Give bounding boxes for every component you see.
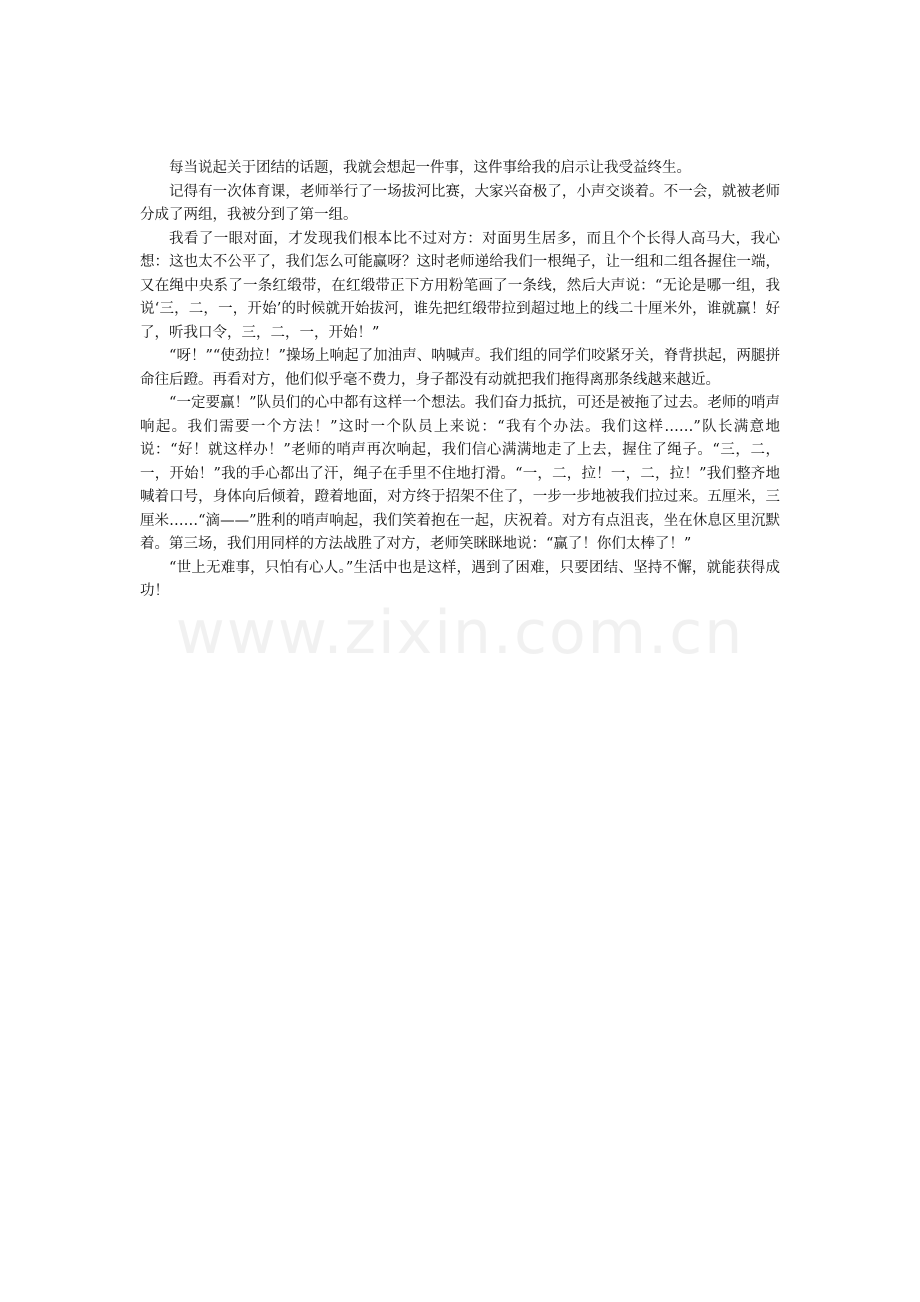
site-watermark: www.zixin.com.cn [175,598,745,668]
paragraph-5: “一定要赢！”队员们的心中都有这样一个想法。我们奋力抵抗，可还是被拖了过去。老师的哨声响起。我们需要一个方法！”这时一个队员上来说：“我有个办法。我们这样……”队长满意地说：“好！就这样办！”老师的哨声再次响起，我们信心满满地走了上去，握住了绳子。“三，二，一，开始！”我的手心都出了汗，绳子在手里不住地打滑。“一，二，拉！一，二，拉！”我们整齐地喊着口号，身体向后倾着，蹬着地面，对方终于招架不住了，一步一步地被我们拉过来。五厘米，三厘米……“滴——”胜利的哨声响起，我们笑着抱在一起，庆祝着。对方有点沮丧，坐在休息区里沉默着。第三场，我们用同样的方法战胜了对方，老师笑眯眯地说：“赢了！你们太棒了！” [140,395,780,552]
paragraph-6: “世上无难事，只怕有心人。”生活中也是这样，遇到了困难，只要团结、坚持不懈，就能获得成功！ [140,559,780,599]
essay-body [140,157,780,604]
paragraph-3: 我看了一眼对面，才发现我们根本比不过对方：对面男生居多，而且个个长得人高马大，我心想：这也太不公平了，我们怎么可能赢呀？这时老师递给我们一根绳子，让一组和二组各握住一端，又在绳中央系了一条红缎带，在红缎带正下方用粉笔画了一条线，然后大声说：“无论是哪一组，我说‘三，二，一，开始’的时候就开始拔河，谁先把红缎带拉到超过地上的线二十厘米外，谁就赢！好了，听我口令，三，二，一，开始！” [140,230,780,341]
paragraph-1: 每当说起关于团结的话题，我就会想起一件事，这件事给我的启示让我受益终生。 [169,160,691,176]
paragraph-4: “呀！”“使劲拉！”操场上响起了加油声、呐喊声。我们组的同学们咬紧牙关，脊背拱起，两腿拼命往后蹬。再看对方，他们似乎毫不费力，身子都没有动就把我们拖得离那条线越来越近。 [140,348,780,388]
paragraph-2: 记得有一次体育课，老师举行了一场拔河比赛，大家兴奋极了，小声交谈着。不一会，就被老师分成了两组，我被分到了第一组。 [140,183,780,223]
